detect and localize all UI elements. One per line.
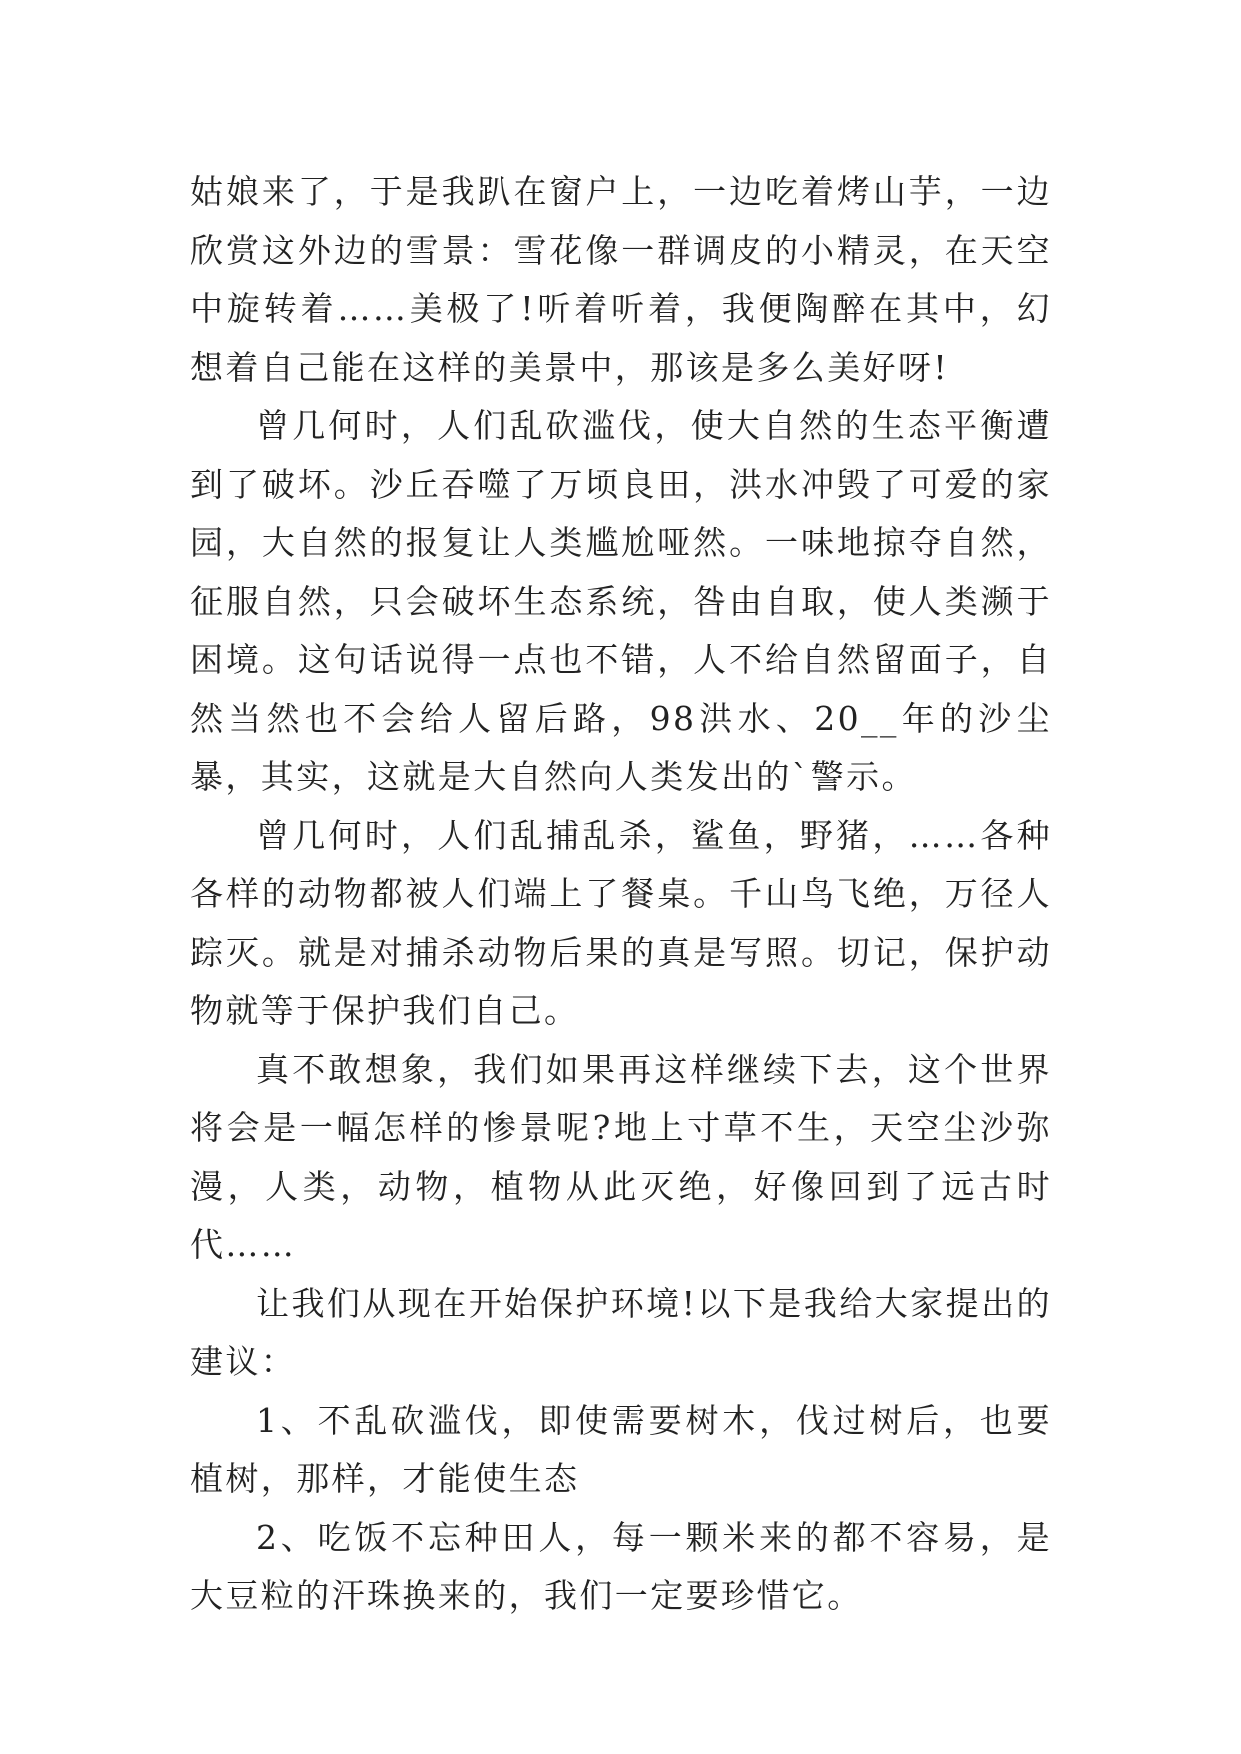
paragraph-5: 让我们从现在开始保护环境!以下是我给大家提出的建议： (190, 1283, 1052, 1381)
paragraph-7: 2、吃饭不忘种田人，每一颗米来的都不容易，是大豆粒的汗珠换来的，我们一定要珍惜它。 (190, 1517, 1052, 1615)
paragraph-2: 曾几何时，人们乱砍滥伐，使大自然的生态平衡遭到了破坏。沙丘吞噬了万顷良田，洪水冲毁了可爱的家园，大自然的报复让人类尴尬哑然。一味地掠夺自然，征服自然，只会破坏生态系统，咎由自取，使人类濒于困境。这句话说得一点也不错，人不给自然留面子，自然当然也不会给人留后路，98洪水、20__年的沙尘暴，其实，这就是大自然向人类发出的`警示。 (190, 406, 1052, 796)
paragraph-6: 1、不乱砍滥伐，即使需要树木，伐过树后，也要植树，那样，才能使生态 (190, 1400, 1052, 1498)
paragraph-1: 姑娘来了，于是我趴在窗户上，一边吃着烤山芋，一边欣赏这外边的雪景：雪花像一群调皮的小精灵，在天空中旋转着……美极了!听着听着，我便陶醉在其中，幻想着自己能在这样的美景中，那该是多么美好呀! (190, 172, 1052, 387)
paragraph-4: 真不敢想象，我们如果再这样继续下去，这个世界将会是一幅怎样的惨景呢?地上寸草不生，天空尘沙弥漫，人类，动物，植物从此灭绝，好像回到了远古时代…… (190, 1049, 1052, 1264)
paragraph-3: 曾几何时，人们乱捕乱杀，鲨鱼，野猪，……各种各样的动物都被人们端上了餐桌。千山鸟飞绝，万径人踪灭。就是对捕杀动物后果的真是写照。切记，保护动物就等于保护我们自己。 (190, 815, 1052, 1030)
document-body (190, 163, 1052, 1626)
